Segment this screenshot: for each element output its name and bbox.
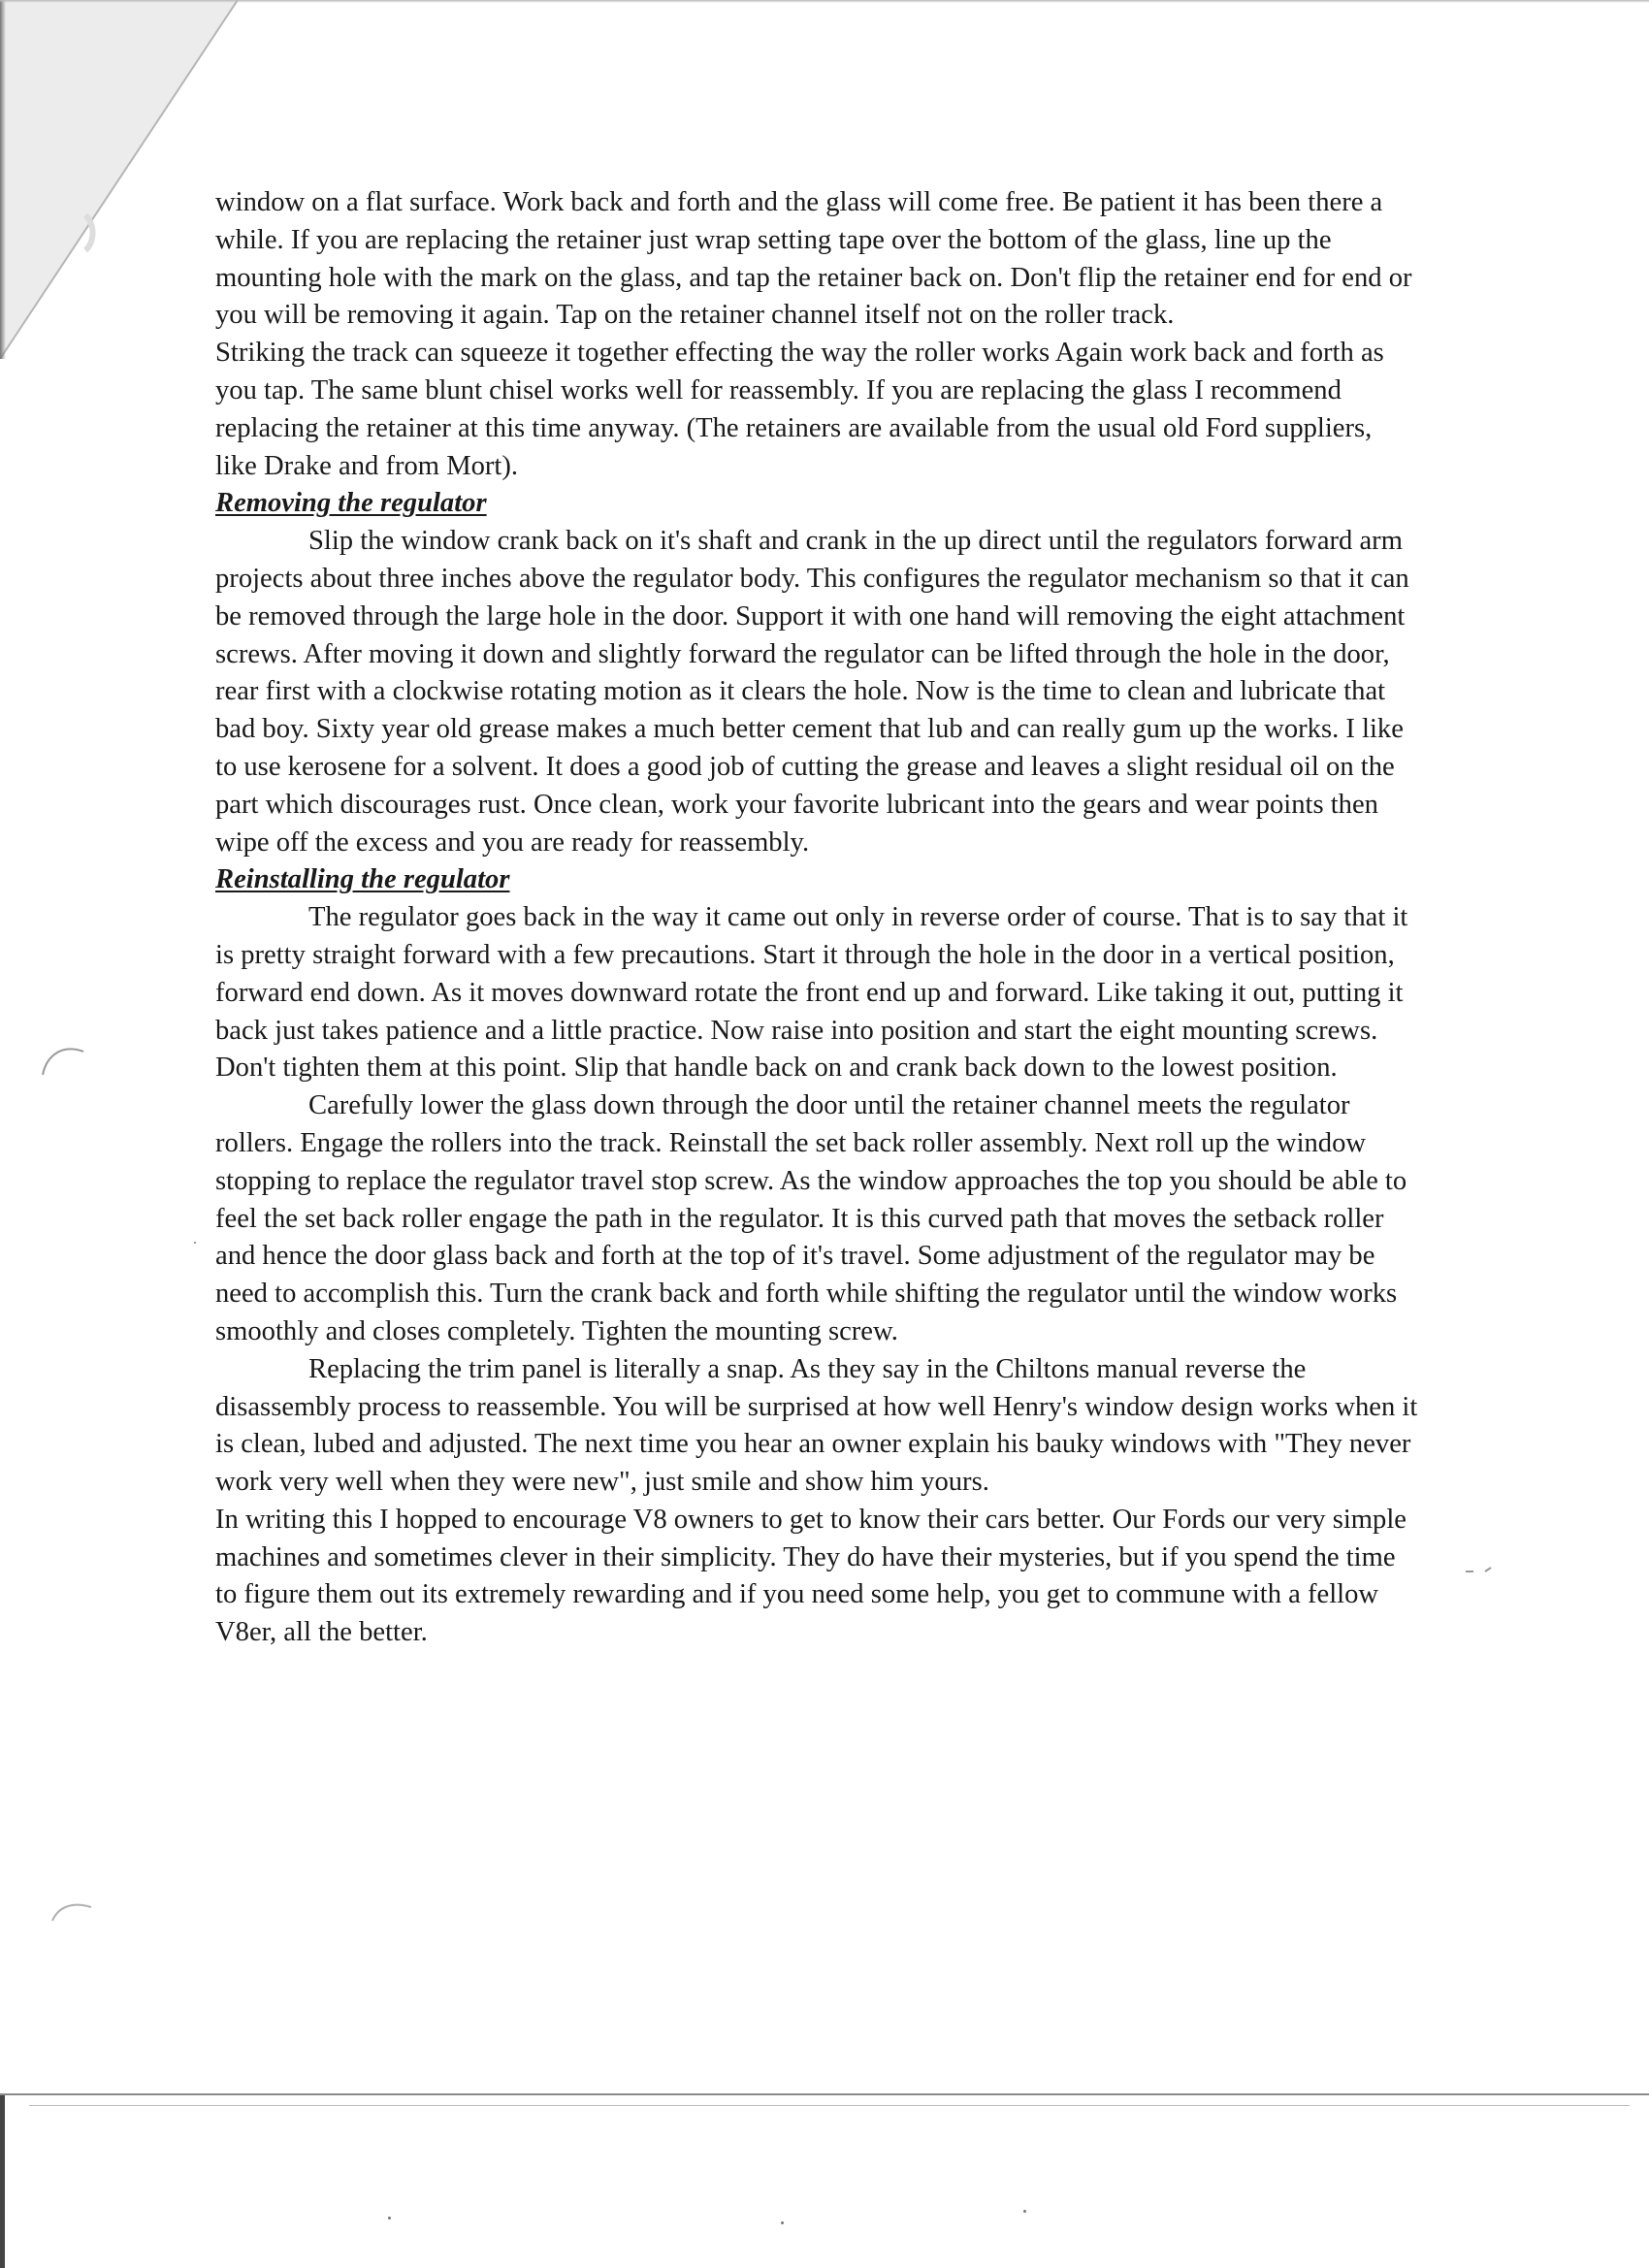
scan-speck xyxy=(781,2221,784,2224)
document-body xyxy=(215,184,1418,1652)
margin-scan-mark xyxy=(78,213,126,252)
paragraph-removing-regulator: Slip the window crank back on it's shaft and crank in the up direct until the regulators forward arm projects about three inches above the regulator body. This configures the regulator mechanism so that it can be removed through the large hole in the door. Support it with one hand will removing the eight attachment screws. After moving it down and slightly forward the regulator can be lifted through the hole in the door, rear first with a clockwise rotating motion as it clears the hole. Now is the time to clean and lubricate that bad boy. Sixty year old grease makes a much better cement that lub and can really gum up the works. I like to use kerosene for a solvent. It does a good job of cutting the grease and leaves a slight residual oil on the part which discourages rust. Once clean, work your favorite lubricant into the gears and wear points then wipe off the excess and you are ready for reassembly. xyxy=(215,526,1409,858)
paragraph-reinstalling-3: Replacing the trim panel is literally a snap. As they say in the Chiltons manual reverse the disassembly process to reassemble. You will be surprised at how well Henry's window design works when it is clean, lubed and adjusted. The next time you hear an owner explain his bauky windows with "They never work very well when they were new", just smile and show him yours. xyxy=(215,1353,1418,1498)
paragraph-closing: In writing this I hopped to encourage V8 owners to get to know their cars better. Our Fords our very simple machines and sometimes clever in their simplicity. They do have their mysteries, but if you spend the time to figure them out its extremely rewarding and if you need some help, you get to commune with a fellow V8er, all the better. xyxy=(215,1504,1406,1648)
scan-edge-shadow xyxy=(0,0,6,359)
scan-speck xyxy=(388,2217,391,2219)
page-bottom-edge-shadow xyxy=(29,2105,1630,2106)
paragraph-reinstalling-2: Carefully lower the glass down through the door until the retainer channel meets the regulator rollers. Engage the rollers into the track. Reinstall the set back roller assembly. Next roll up the window stopping to replace the regulator travel stop screw. As the window approaches the top you should be able to feel the set back roller engage the path in the regulator. It is this curved path that moves the setback roller and hence the door glass back and forth at the top of it's travel. Some adjustment of the regulator may be need to accomplish this. Turn the crank back and forth while shifting the regulator until the window works smoothly and closes completely. Tighten the mounting screw. xyxy=(215,1090,1407,1346)
margin-scan-mark xyxy=(48,1892,97,1930)
scan-speck xyxy=(194,1242,196,1244)
scan-bottom-left-edge xyxy=(0,2095,5,2268)
scan-speck xyxy=(1023,2210,1026,2213)
paragraph-intro-1: window on a flat surface. Work back and forth and the glass will come free. Be patient it has been there a while. If you are replacing the retainer just wrap setting tape over the bottom of the glass, line up the mounting hole with the mark on the glass, and tap the retainer back on. Don't flip the retainer end for end or you will be removing it again. Tap on the retainer channel itself not on the roller track. xyxy=(215,187,1412,331)
heading-removing-regulator: Removing the regulator xyxy=(215,488,487,519)
paragraph-intro-2: Striking the track can squeeze it together effecting the way the roller works Again work back and forth as you tap. The same blunt chisel works well for reassembly. If you are replacing the glass I recommend replacing the retainer at this time anyway. (The retainers are available from the usual old Ford suppliers, like Drake and from Mort). xyxy=(215,338,1384,481)
margin-scan-mark xyxy=(39,1038,87,1077)
paragraph-reinstalling-1: The regulator goes back in the way it came out only in reverse order of course. That is to say that it is pretty straight forward with a few precautions. Start it through the hole in the door in a vertical position, forward end down. As it moves downward rotate the front end up and forward. Like taking it out, putting it back just takes patience and a little practice. Now raise into position and start the eight mounting screws. Don't tighten them at this point. Slip that handle back on and crank back down to the lowest position. xyxy=(215,902,1408,1084)
scan-top-edge xyxy=(0,0,1649,3)
heading-reinstalling-regulator: Reinstalling the regulator xyxy=(215,864,510,895)
margin-scan-mark xyxy=(1460,1552,1508,1591)
page-bottom-edge xyxy=(0,2093,1649,2095)
scanned-page-corner-shadow xyxy=(0,0,242,359)
